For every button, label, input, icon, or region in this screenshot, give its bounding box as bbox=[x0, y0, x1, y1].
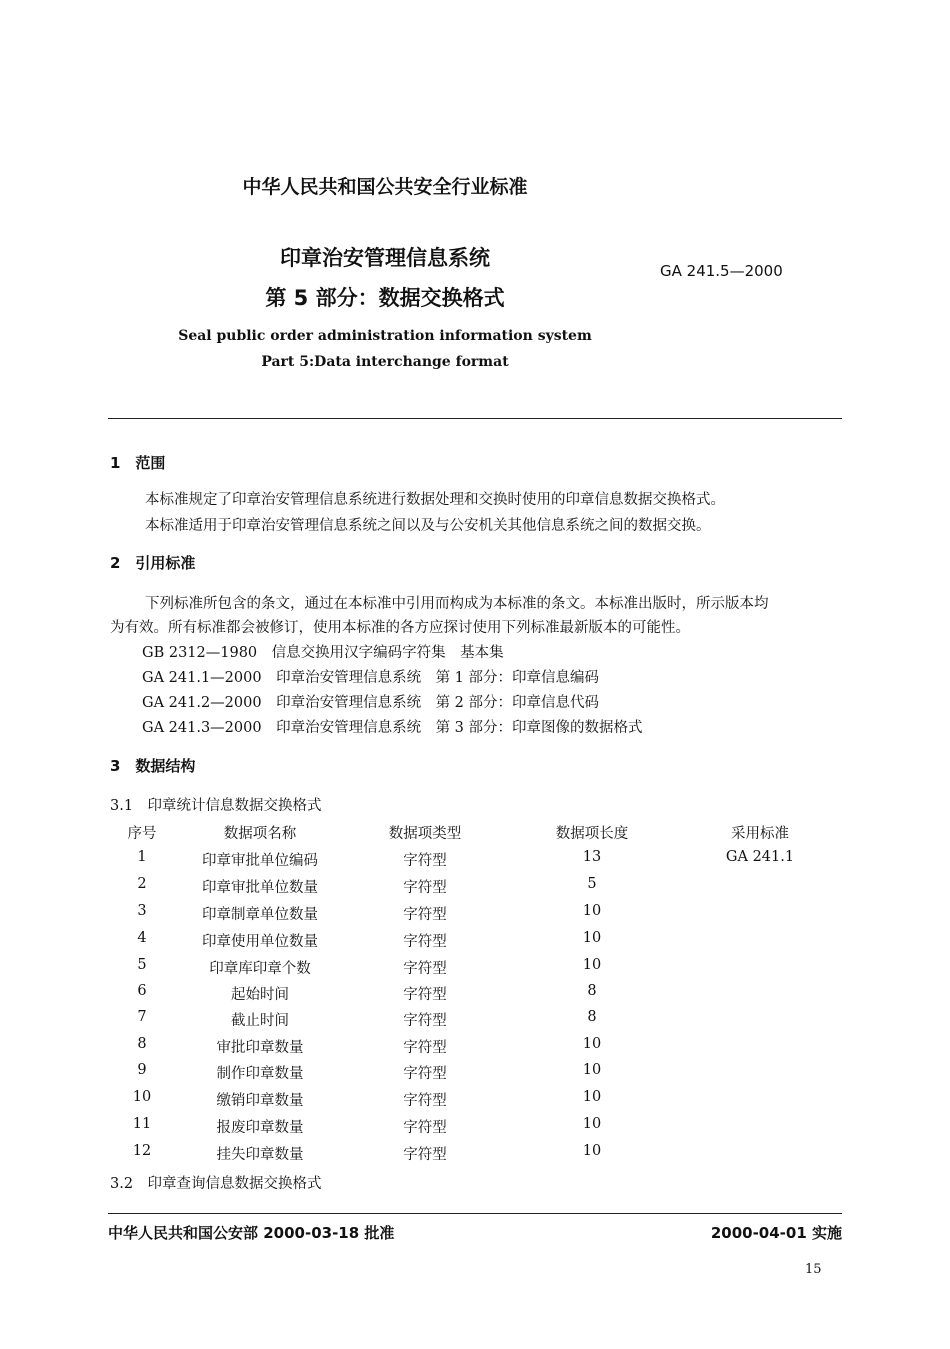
table-cell: 10 bbox=[582, 1143, 602, 1159]
table-cell: 11 bbox=[132, 1116, 152, 1132]
table-header-cell: 数据项类型 bbox=[388, 826, 462, 842]
table-cell: 挂失印章数量 bbox=[216, 1147, 304, 1163]
reference-item: GA 241.3—2000 印章治安管理信息系统 第 3 部分：印章图像的数据格式 bbox=[142, 720, 643, 736]
table-cell: 13 bbox=[582, 849, 602, 865]
table-cell: 10 bbox=[582, 903, 602, 919]
section-2-heading: 2 引用标准 bbox=[110, 554, 196, 572]
subsection-3-1-heading: 3.1 印章统计信息数据交换格式 bbox=[110, 798, 322, 814]
table-cell: 印章审批单位数量 bbox=[202, 880, 318, 896]
table-cell: 缴销印章数量 bbox=[216, 1093, 304, 1109]
table-cell: 字符型 bbox=[403, 1040, 447, 1056]
section-1-heading: 1 范围 bbox=[110, 454, 166, 472]
footer-divider bbox=[108, 1213, 842, 1214]
table-cell: 起始时间 bbox=[231, 987, 289, 1003]
table-cell: 5 bbox=[137, 957, 147, 973]
approval-date: 中华人民共和国公安部 2000-03-18 批准 bbox=[108, 1224, 395, 1242]
table-header-cell: 采用标准 bbox=[731, 826, 789, 842]
table-cell: 5 bbox=[587, 876, 597, 892]
table-cell: 字符型 bbox=[403, 1013, 447, 1029]
section-2-paragraph-line1: 下列标准所包含的条文，通过在本标准中引用而构成为本标准的条文。本标准出版时，所示版本均 bbox=[145, 596, 769, 612]
table-header-cell: 数据项名称 bbox=[223, 826, 297, 842]
table-cell: 印章制章单位数量 bbox=[202, 907, 318, 923]
table-cell: 字符型 bbox=[403, 987, 447, 1003]
document-title-line2: 第 5 部分：数据交换格式 bbox=[265, 286, 505, 310]
reference-item: GA 241.2—2000 印章治安管理信息系统 第 2 部分：印章信息代码 bbox=[142, 695, 600, 711]
section-2-paragraph-line2: 为有效。所有标准都会被修订，使用本标准的各方应探讨使用下列标准最新版本的可能性。 bbox=[110, 620, 690, 636]
table-cell: 字符型 bbox=[403, 1093, 447, 1109]
table-cell: 8 bbox=[587, 1009, 597, 1025]
page-number: 15 bbox=[805, 1262, 822, 1277]
section-1-paragraph: 本标准规定了印章治安管理信息系统进行数据处理和交换时使用的印章信息数据交换格式。 bbox=[145, 492, 725, 508]
table-cell: 字符型 bbox=[403, 1120, 447, 1136]
table-cell: 字符型 bbox=[403, 907, 447, 923]
section-1-paragraph: 本标准适用于印章治安管理信息系统之间以及与公安机关其他信息系统之间的数据交换。 bbox=[145, 518, 711, 534]
table-cell: 字符型 bbox=[403, 1147, 447, 1163]
document-title-line1: 印章治安管理信息系统 bbox=[280, 246, 490, 270]
table-cell: 4 bbox=[137, 930, 147, 946]
table-cell: 10 bbox=[582, 1089, 602, 1105]
table-cell: 字符型 bbox=[403, 880, 447, 896]
reference-item: GA 241.1—2000 印章治安管理信息系统 第 1 部分：印章信息编码 bbox=[142, 670, 600, 686]
table-header-cell: 序号 bbox=[127, 826, 157, 842]
table-cell: 2 bbox=[137, 876, 147, 892]
standard-type-heading: 中华人民共和国公共安全行业标准 bbox=[242, 176, 528, 198]
table-cell: 7 bbox=[137, 1009, 147, 1025]
table-cell: 截止时间 bbox=[231, 1013, 289, 1029]
table-header-cell: 数据项长度 bbox=[555, 826, 629, 842]
english-title-line1: Seal public order administration information system bbox=[178, 328, 592, 344]
table-cell: 印章库印章个数 bbox=[209, 961, 311, 977]
table-cell: 10 bbox=[582, 957, 602, 973]
table-cell: 8 bbox=[587, 983, 597, 999]
table-cell: 6 bbox=[137, 983, 147, 999]
reference-item: GB 2312—1980 信息交换用汉字编码字符集 基本集 bbox=[142, 645, 504, 661]
table-cell: 印章使用单位数量 bbox=[202, 934, 318, 950]
table-cell: 审批印章数量 bbox=[216, 1040, 304, 1056]
table-cell: 10 bbox=[132, 1089, 152, 1105]
table-cell: 1 bbox=[137, 849, 147, 865]
table-cell: 制作印章数量 bbox=[216, 1066, 304, 1082]
table-cell: 印章审批单位编码 bbox=[202, 853, 318, 869]
subsection-3-2-heading: 3.2 印章查询信息数据交换格式 bbox=[110, 1176, 322, 1192]
standard-code: GA 241.5—2000 bbox=[660, 262, 783, 280]
implementation-date: 2000-04-01 实施 bbox=[710, 1224, 842, 1242]
table-cell: 10 bbox=[582, 1116, 602, 1132]
table-cell: 9 bbox=[137, 1062, 147, 1078]
table-cell: 字符型 bbox=[403, 934, 447, 950]
table-cell: 字符型 bbox=[403, 1066, 447, 1082]
table-cell: 10 bbox=[582, 1062, 602, 1078]
english-title-line2: Part 5:Data interchange format bbox=[261, 354, 509, 370]
table-cell: 10 bbox=[582, 1036, 602, 1052]
table-cell: 12 bbox=[132, 1143, 152, 1159]
table-cell: 报废印章数量 bbox=[216, 1120, 304, 1136]
table-cell: 字符型 bbox=[403, 853, 447, 869]
table-cell: 字符型 bbox=[403, 961, 447, 977]
table-cell: 8 bbox=[137, 1036, 147, 1052]
section-3-heading: 3 数据结构 bbox=[110, 757, 196, 775]
table-cell: 3 bbox=[137, 903, 147, 919]
header-divider bbox=[108, 418, 842, 419]
table-cell: GA 241.1 bbox=[725, 849, 795, 865]
table-cell: 10 bbox=[582, 930, 602, 946]
